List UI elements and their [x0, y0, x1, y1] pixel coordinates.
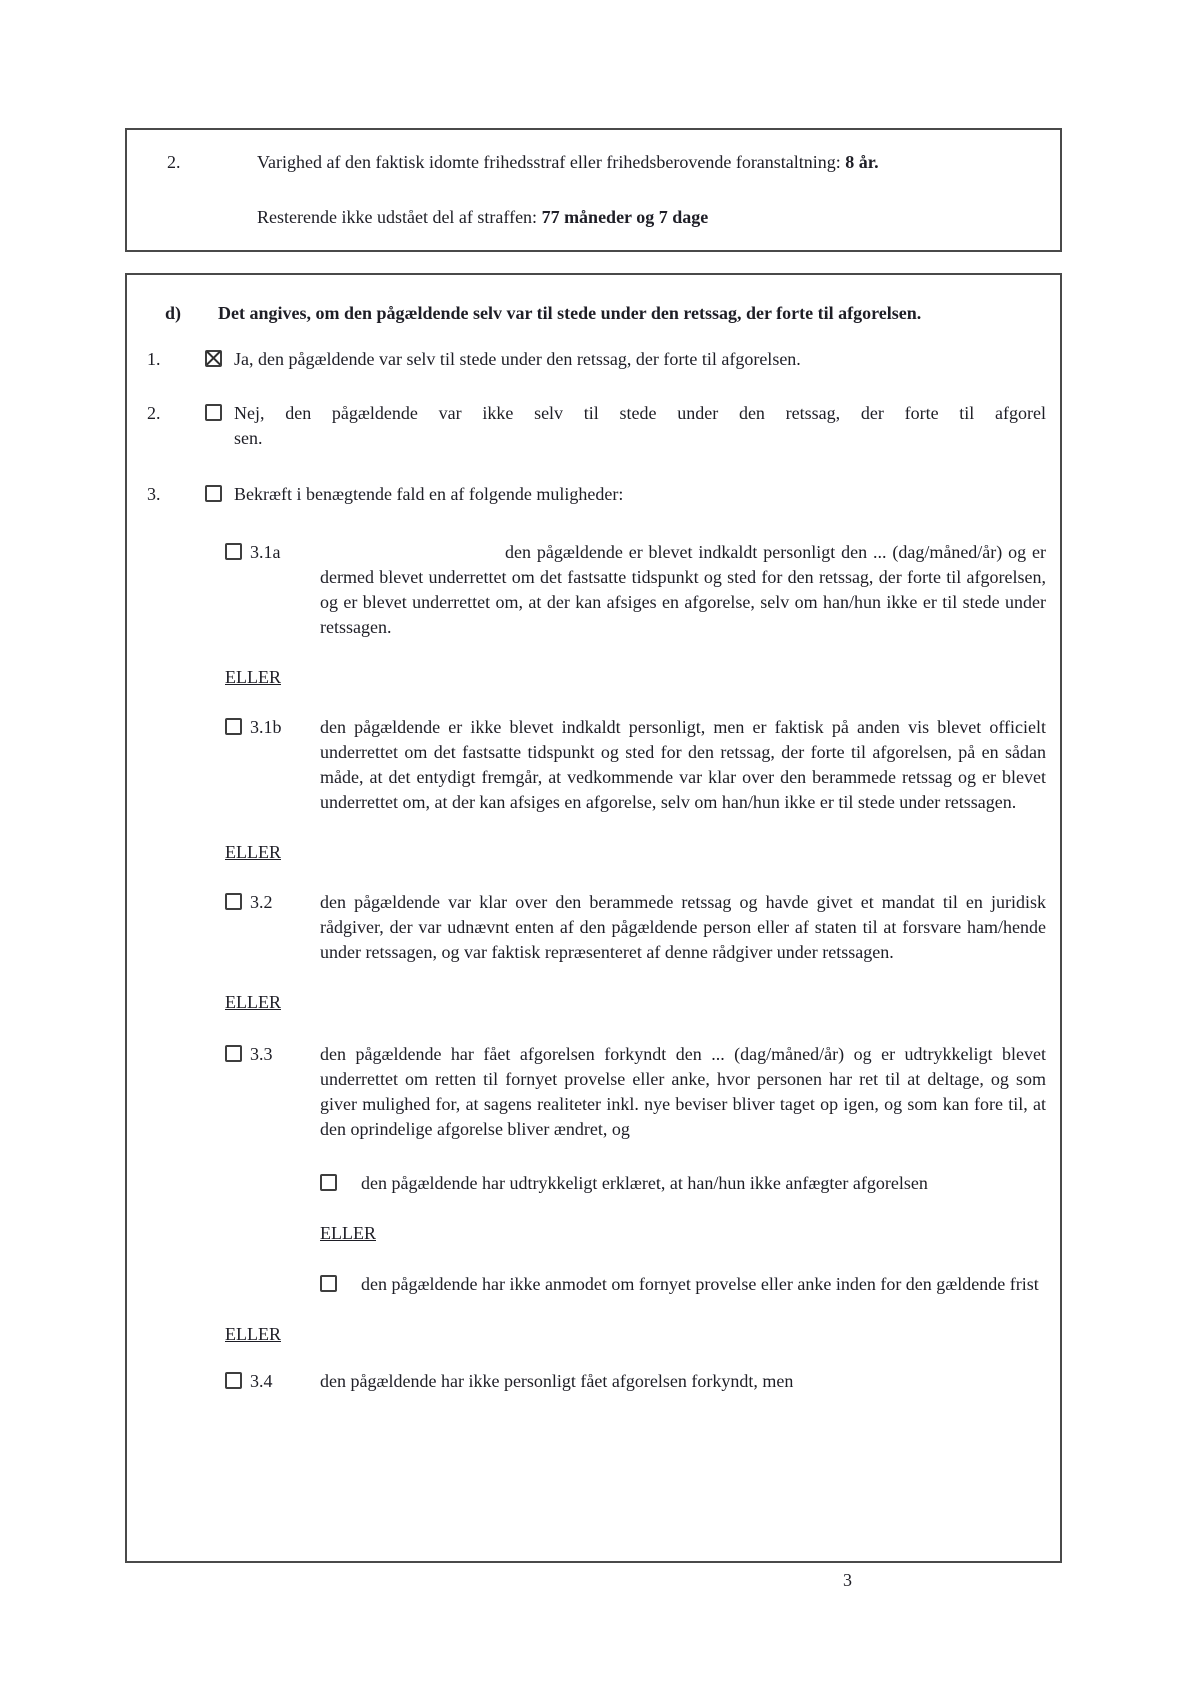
checkbox-3-1b[interactable]	[225, 718, 242, 735]
item-1-number: 1.	[147, 349, 161, 369]
item-2-text-line2: sen.	[234, 428, 263, 448]
item-2-text-line1: Nej, den pågældende var ikke selv til stede under den retssag, der forte til afgorel	[234, 403, 1046, 423]
section-d-heading	[165, 301, 1046, 326]
option-3-3-sub-2	[320, 1272, 1046, 1297]
duration-value: 8 år.	[845, 152, 879, 172]
page-number: 3	[843, 1570, 852, 1590]
option-3-3-sub-2-text: den pågældende har ikke anmodet om fornyet provelse eller anke inden for den gældende frist	[361, 1274, 1039, 1294]
option-3-1b-text: den pågældende er ikke blevet indkaldt personligt, men er faktisk på anden vis blevet officielt underrettet om det fastsatte tidspunkt og sted for den retssag, der forte til afgorelsen, på en sådan måde, at det entydigt fremgår, at vedkommende var klar over den berammede retssag og er blevet underrettet om, at der kan afsiges en afgorelse, selv om han/hun ikke er til stede under retssagen.	[320, 717, 1046, 812]
remaining-label: Resterende ikke udstået del af straffen:	[257, 207, 538, 227]
checkbox-item-3[interactable]	[205, 485, 222, 502]
option-3-1a-label: 3.1a	[250, 542, 281, 562]
or-separator: ELLER	[225, 992, 281, 1012]
option-3-3-sub-1	[320, 1171, 1046, 1196]
checkbox-3-3-sub-1[interactable]	[320, 1174, 337, 1191]
item-3	[147, 482, 1046, 507]
item-3-text: Bekræft i benægtende fald en af folgende muligheder:	[234, 484, 624, 504]
checkbox-3-4[interactable]	[225, 1372, 242, 1389]
option-3-1a-text: den pågældende er blevet indkaldt personligt den ... (dag/måned/år) og er dermed blevet underrettet om det fastsatte tidspunkt og sted for den retssag, der forte til afgorelsen, og er blevet underrettet om, at der kan afsiges en afgorelse, selv om han/hun ikke er til stede under retssagen.	[320, 542, 1046, 637]
option-3-2-text: den pågældende var klar over den berammede retssag og havde givet et mandat til en juridisk rådgiver, der var udnævnt enten af den pågældende person eller af staten til at forsvare ham/hende under retssagen, og var faktisk repræsenteret af denne rådgiver under retssagen.	[320, 892, 1046, 962]
checkbox-3-3-sub-2[interactable]	[320, 1275, 337, 1292]
option-3-2	[225, 890, 1046, 965]
item-1-text: Ja, den pågældende var selv til stede under den retssag, der forte til afgorelsen.	[234, 349, 801, 369]
duration-line	[257, 150, 1044, 175]
or-separator: ELLER	[225, 667, 281, 687]
item-2-number: 2.	[147, 403, 161, 423]
checkbox-3-2[interactable]	[225, 893, 242, 910]
option-3-3	[225, 1042, 1046, 1142]
checkbox-item-1[interactable]	[205, 350, 222, 367]
remaining-value: 77 måneder og 7 dage	[541, 207, 709, 227]
option-3-2-label: 3.2	[250, 892, 273, 912]
item-2	[147, 401, 1046, 451]
option-3-4-label: 3.4	[250, 1371, 273, 1391]
item-1	[147, 347, 1046, 372]
option-3-1b-label: 3.1b	[250, 717, 282, 737]
or-separator: ELLER	[320, 1223, 376, 1243]
option-3-3-text: den pågældende har fået afgorelsen forkyndt den ... (dag/måned/år) og er udtrykkeligt blevet underrettet om retten til fornyet provelse eller anke, hvor personen har ret til at deltage, og som giver mulighed for, at sagens realiteter inkl. nye beviser bliver taget op igen, og som kan fore til, at den oprindelige afgorelse bliver ændret, og	[320, 1044, 1046, 1139]
section-d-label: d)	[165, 303, 182, 323]
checkbox-item-2[interactable]	[205, 404, 222, 421]
option-3-4-text: den pågældende har ikke personligt fået afgorelsen forkyndt, men	[320, 1371, 794, 1391]
duration-row	[167, 150, 1044, 230]
option-3-1b	[225, 715, 1046, 815]
item-number: 2.	[167, 152, 181, 172]
checkbox-3-1a[interactable]	[225, 543, 242, 560]
duration-label: Varighed af den faktisk idomte frihedsstraf eller frihedsberovende foranstaltning:	[257, 152, 841, 172]
section-d-box	[125, 273, 1062, 1563]
remaining-line	[257, 205, 1044, 230]
option-3-4	[225, 1369, 1046, 1394]
sentence-duration-box	[125, 128, 1062, 252]
item-3-number: 3.	[147, 484, 161, 504]
or-separator: ELLER	[225, 842, 281, 862]
option-3-3-sub-1-text: den pågældende har udtrykkeligt erklæret, at han/hun ikke anfægter afgorelsen	[361, 1173, 928, 1193]
checkbox-3-3[interactable]	[225, 1045, 242, 1062]
section-d-heading-text: Det angives, om den pågældende selv var til stede under den retssag, der forte til afgorelsen.	[218, 303, 922, 323]
or-separator: ELLER	[225, 1324, 281, 1344]
option-3-3-label: 3.3	[250, 1044, 273, 1064]
option-3-1a	[225, 540, 1046, 640]
